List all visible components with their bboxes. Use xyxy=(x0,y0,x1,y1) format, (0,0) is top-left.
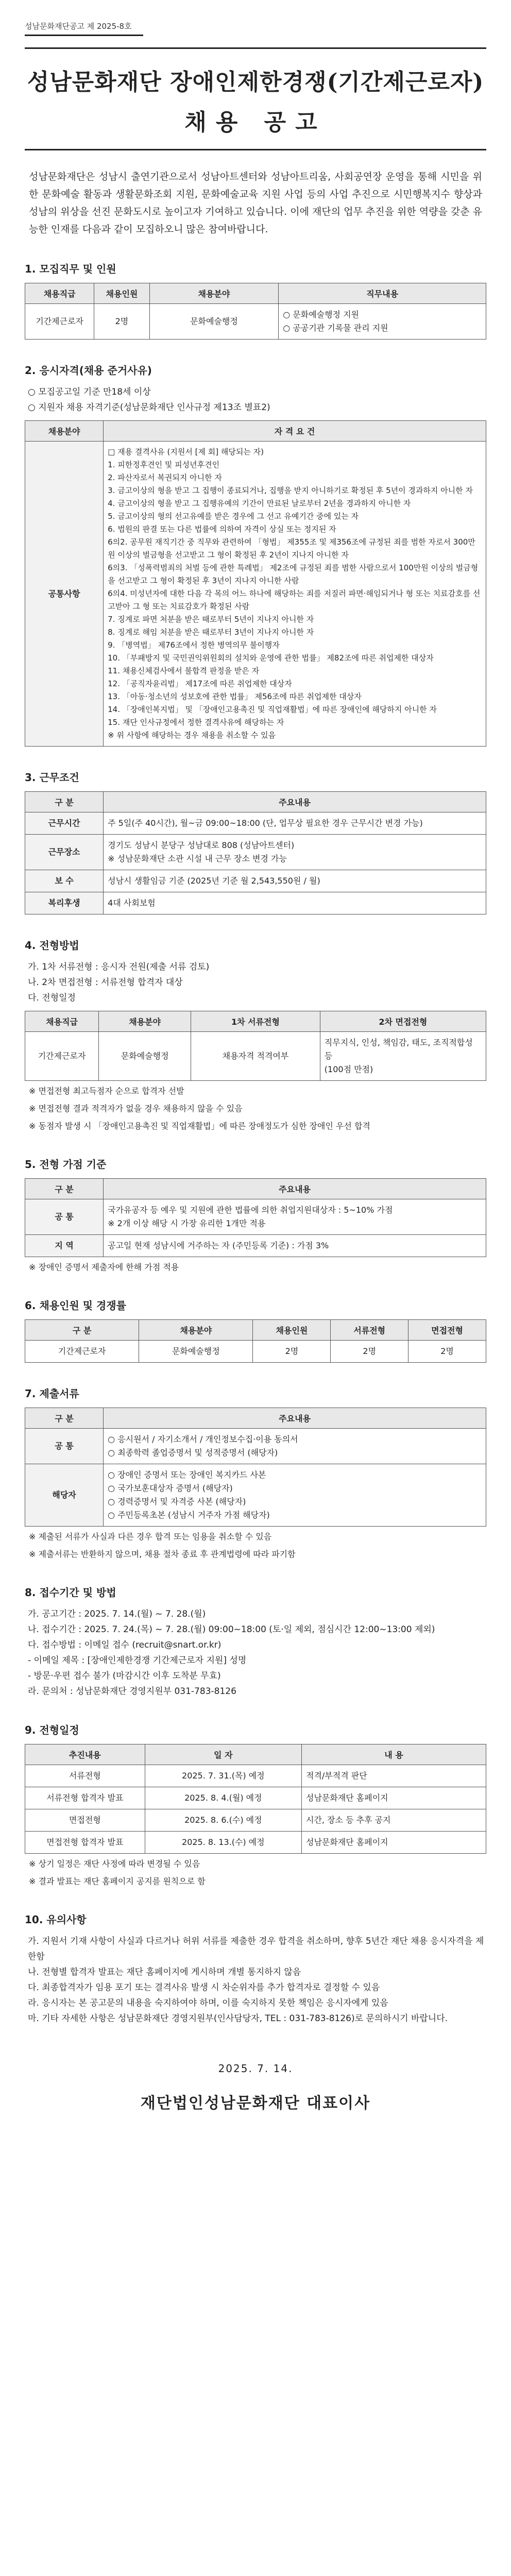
list-item: - 이메일 제목 : [장애인제한경쟁 기간제근로자 지원] 성명 xyxy=(28,1655,247,1666)
table-header: 서류전형 xyxy=(331,1320,408,1341)
table-cell: 2명 xyxy=(253,1341,331,1363)
list-item: 나. 2차 면접전형 : 서류전형 합격자 대상 xyxy=(28,977,183,988)
table-row xyxy=(25,1429,486,1464)
list-item: 나. 접수기간 : 2025. 7. 24.(목) ~ 7. 28.(월) 09:00~18:00 (토·일 제외, 점심시간 12:00~13:00 제외) xyxy=(28,1624,435,1635)
table-cell: 4대 사회보험 xyxy=(104,892,486,914)
table-cell: ○ 장애인 증명서 또는 장애인 복지카드 사본 ○ 국가보훈대상자 증명서 (해당자) ○ 경력증명서 및 자격증 사본 (해당자) ○ 주민등록초본 (성남시 거주자 가점 해당자) xyxy=(104,1464,486,1527)
list-item: 8. 징계로 해임 처분을 받은 때로부터 3년이 지나지 아니한 자 xyxy=(108,628,314,637)
table-row xyxy=(25,1341,486,1363)
table-cell: 2025. 8. 13.(수) 예정 xyxy=(145,1832,301,1854)
table-cell: 2명 xyxy=(94,304,149,340)
documents-table xyxy=(25,1408,486,1527)
table-cell: 근무시간 xyxy=(25,812,104,835)
table-cell: 성남문화재단 홈페이지 xyxy=(301,1832,486,1854)
section-heading: 10. 유의사항 xyxy=(25,1913,87,1926)
list-item: 가. 공고기간 : 2025. 7. 14.(월) ~ 7. 28.(월) xyxy=(28,1609,206,1619)
section-conditions xyxy=(25,769,486,914)
table-header: 추진내용 xyxy=(25,1744,145,1765)
table-header: 구 분 xyxy=(25,1179,104,1199)
table-cell: 근무장소 xyxy=(25,835,104,870)
table-row xyxy=(25,1032,486,1081)
section-heading: 4. 전형방법 xyxy=(25,939,79,952)
table-cell: 적격/부적격 판단 xyxy=(301,1765,486,1787)
note: ※ 면접전형 결과 적격자가 없을 경우 채용하지 않을 수 있음 xyxy=(29,1104,243,1113)
table-cell: 시간, 장소 등 추후 공지 xyxy=(301,1809,486,1832)
table-header: 채용분야 xyxy=(139,1320,253,1341)
list-item: 라. 응시자는 본 공고문의 내용을 숙지하여야 하며, 이를 숙지하지 못한 책임은 응시자에게 있음 xyxy=(28,1998,388,2008)
note: ※ 장애인 증명서 제출자에 한해 가점 적용 xyxy=(29,1262,179,1272)
list-item: ○ 모집공고일 기준 만18세 이상 xyxy=(28,387,151,397)
section-heading: 9. 전형일정 xyxy=(25,1724,79,1736)
table-header: 일 자 xyxy=(145,1744,301,1765)
table-row xyxy=(25,1765,486,1787)
table-cell: 성남문화재단 홈페이지 xyxy=(301,1787,486,1809)
table-header: 주요내용 xyxy=(104,1179,486,1199)
table-header: 주요내용 xyxy=(104,792,486,812)
table-row xyxy=(25,870,486,892)
list-item: 6의3. 「성폭력범죄의 처벌 등에 관한 특례법」 제2조에 규정된 죄를 범한 사람으로서 100만원 이상의 벌금형을 선고받고 그 형이 확정된 후 3년이 지나지 아니한 사람 xyxy=(108,563,479,585)
list-item: ○ 지원자 채용 자격기준(성남문화재단 인사규정 제13조 별표2) xyxy=(28,402,270,413)
list-item: 9. 「병역법」 제76조에서 정한 병역의무 불이행자 xyxy=(108,640,280,650)
section-application xyxy=(25,1584,486,1699)
table-cell: 보 수 xyxy=(25,870,104,892)
section-bonus xyxy=(25,1156,486,1275)
list-item: 6. 법원의 판결 또는 다른 법률에 의하여 자격이 상실 또는 정지된 자 xyxy=(108,524,336,534)
table-row xyxy=(25,892,486,914)
table-header: 내 용 xyxy=(301,1744,486,1765)
table-header: 직무내용 xyxy=(279,283,486,304)
table-cell: 면접전형 xyxy=(25,1809,145,1832)
table-row xyxy=(25,304,486,340)
table-header: 채용직급 xyxy=(25,1011,99,1032)
note: ※ 동점자 발생 시 「장애인고용촉진 및 직업재활법」에 따른 장애정도가 심한 장애인 우선 합격 xyxy=(29,1121,370,1131)
eligibility-table xyxy=(25,420,486,747)
table-header: 2차 면접전형 xyxy=(320,1011,486,1032)
list-item: 다. 최종합격자가 임용 포기 또는 결격사유 발생 시 차순위자를 추가 합격자로 결정할 수 있음 xyxy=(28,1982,380,1993)
table-cell: 문화예술행정 xyxy=(139,1341,253,1363)
intro-paragraph: 성남문화재단은 성남시 출연기관으로서 성남아트센터와 성남아트리움, 사회공연장 운영을 통해 시민을 위한 문화예술 활동과 생활문화조회 지원, 문화예술교육 지원 사업 등의 사업 추진으로 시민행복지수 향상과 성남의 위상을 선진 문화도시로 높이고자 기여하고 있습니다. 이에 재단의 업무 추진을 위한 역량을 갖춘 유능한 인재를 다음과 같이 모집하오니 많은 참여바랍니다. xyxy=(29,171,482,235)
list-item: 14. 「장애인복지법」 및 「장애인고용촉진 및 직업재활법」에 따른 장애인에 해당하지 아니한 자 xyxy=(108,705,437,714)
section-eligibility xyxy=(25,362,486,747)
table-cell: 2명 xyxy=(331,1341,408,1363)
list-item: 3. 금고이상의 형을 받고 그 집행이 종료되거나, 집행을 받지 아니하기로 확정된 후 5년이 경과하지 아니한 자 xyxy=(108,486,473,495)
table-row xyxy=(25,1235,486,1257)
table-cell: 직무지식, 인성, 책임감, 태도, 조직적합성 등 (100점 만점) xyxy=(320,1032,486,1081)
table-cell: 기간제근로자 xyxy=(25,1032,99,1081)
table-cell: 기간제근로자 xyxy=(25,304,94,340)
table-cell: 서류전형 합격자 발표 xyxy=(25,1787,145,1809)
list-item: 2. 파산자로서 복권되지 아니한 자 xyxy=(108,473,222,482)
table-header: 채용직급 xyxy=(25,283,94,304)
table-row xyxy=(25,442,486,747)
table-row xyxy=(25,1464,486,1527)
bonus-table xyxy=(25,1178,486,1257)
table-header: 채용분야 xyxy=(99,1011,191,1032)
section-heading: 6. 채용인원 및 경쟁률 xyxy=(25,1299,126,1312)
table-header: 구 분 xyxy=(25,1320,139,1341)
table-row xyxy=(25,835,486,870)
note: ※ 제출된 서류가 사실과 다른 경우 합격 또는 임용을 취소할 수 있음 xyxy=(29,1532,272,1541)
table-row xyxy=(25,1199,486,1235)
section-recruitment xyxy=(25,261,486,340)
section-selection xyxy=(25,937,486,1133)
eligibility-lines xyxy=(25,384,486,415)
title-box xyxy=(25,47,486,150)
section-heading: 2. 응시자격(채용 준거사유) xyxy=(25,364,152,377)
table-cell: 주 5일(주 40시간), 월~금 09:00~18:00 (단, 업무상 필요한 경우 근무시간 변경 가능) xyxy=(104,812,486,835)
section-cautions xyxy=(25,1911,486,2026)
table-header: 채용분야 xyxy=(25,421,104,442)
table-header: 주요내용 xyxy=(104,1408,486,1429)
selection-table xyxy=(25,1011,486,1081)
table-cell: 면접전형 합격자 발표 xyxy=(25,1832,145,1854)
section-documents xyxy=(25,1385,486,1562)
table-cell: 기간제근로자 xyxy=(25,1341,139,1363)
list-item: ※ 위 사항에 해당하는 경우 채용을 취소할 수 있음 xyxy=(108,731,276,740)
list-item: 15. 재단 인사규정에서 정한 결격사유에 해당하는 자 xyxy=(108,718,284,727)
table-header: 1차 서류전형 xyxy=(191,1011,320,1032)
list-item: □ 재용 결격사유 (지원서 [제 회] 해당되는 자) xyxy=(108,447,264,456)
list-item: 12. 「공직자윤리법」 제17조에 따른 취업제한 대상자 xyxy=(108,679,292,688)
table-header: 자 격 요 건 xyxy=(104,421,486,442)
table-cell: 국가유공자 등 예우 및 지원에 관한 법률에 의한 취업지원대상자 : 5~10% 가점 ※ 2개 이상 해당 시 가장 유리한 1개만 적용 xyxy=(104,1199,486,1235)
issue-date: 2025. 7. 14. xyxy=(218,2062,293,2075)
section-heading: 3. 근무조건 xyxy=(25,771,79,784)
section-heading: 7. 제출서류 xyxy=(25,1387,79,1400)
table-cell: 지 역 xyxy=(25,1235,104,1257)
list-item: 가. 1차 서류전형 : 응시자 전원(제출 서류 검토) xyxy=(28,962,210,972)
selection-lines xyxy=(25,959,486,1006)
notice-number: 성남문화재단공고 제 2025-8호 xyxy=(25,21,143,36)
table-cell: 문화예술행정 xyxy=(99,1032,191,1081)
recruitment-table xyxy=(25,283,486,340)
table-row xyxy=(25,1809,486,1832)
list-item: 다. 전형일정 xyxy=(28,993,76,1003)
table-cell: 성남시 생활임금 기준 (2025년 기준 월 2,543,550원 / 월) xyxy=(104,870,486,892)
table-header: 구 분 xyxy=(25,792,104,812)
list-item: 6의4. 미성년자에 대한 다음 각 목의 어느 하나에 해당하는 죄를 저질러 파면·해임되거나 형 또는 치료감호를 선고받아 그 형 또는 치료감호가 확정된 사람 xyxy=(108,589,481,611)
section-heading: 1. 모집직무 및 인원 xyxy=(25,263,116,275)
section-heading: 8. 접수기간 및 방법 xyxy=(25,1586,116,1599)
note: ※ 상기 일정은 재단 사정에 따라 변경될 수 있음 xyxy=(29,1859,200,1869)
requirements-cell xyxy=(104,442,486,747)
list-item: 1. 피한정후견인 및 피성년후견인 xyxy=(108,460,220,469)
table-cell: 경기도 성남시 분당구 성남대로 808 (성남아트센터) ※ 성남문화재단 소관 시설 내 근무 장소 변경 가능 xyxy=(104,835,486,870)
application-lines xyxy=(25,1606,486,1699)
competition-table xyxy=(25,1319,486,1363)
table-cell: 문화예술행정 xyxy=(149,304,279,340)
list-item: 마. 기타 자세한 사항은 성남문화재단 경영지원부(인사담당자, TEL : 031-783-8126)로 문의하시기 바랍니다. xyxy=(28,2013,448,2024)
table-cell: 공 통 xyxy=(25,1429,104,1464)
list-item: 가. 지원서 기재 사항이 사실과 다르거나 허위 서류를 제출한 경우 합격을 취소하며, 향후 5년간 재단 채용 응시자격을 제한함 xyxy=(28,1936,484,1962)
table-row xyxy=(25,812,486,835)
table-cell: 채용자격 적격여부 xyxy=(191,1032,320,1081)
table-header: 구 분 xyxy=(25,1408,104,1429)
table-row xyxy=(25,1787,486,1809)
page-subtitle: 채용 공고 xyxy=(184,109,327,135)
list-item: 라. 문의처 : 성남문화재단 경영지원부 031-783-8126 xyxy=(28,1686,236,1697)
list-item: 10. 「부패방지 및 국민권익위원회의 설치와 운영에 관한 법률」 제82조에 따른 취업제한 대상자 xyxy=(108,653,434,663)
list-item: 6의2. 공무원 재직기간 중 직무와 관련하여 「형법」 제355조 및 제356조에 규정된 죄를 범한 자로서 300만원 이상의 벌금형을 선고받고 그 형이 확정된 후 2년이 지나지 아니한 자 xyxy=(108,537,475,560)
note: ※ 제출서류는 반환하지 않으며, 채용 절차 종료 후 관계법령에 따라 파기함 xyxy=(29,1549,296,1559)
table-row xyxy=(25,1832,486,1854)
table-cell: 2025. 7. 31.(목) 예정 xyxy=(145,1765,301,1787)
issuer-signature: 재단법인성남문화재단 대표이사 xyxy=(140,2094,371,2112)
table-cell: 2명 xyxy=(408,1341,486,1363)
list-item: 7. 징계로 파면 처분을 받은 때로부터 5년이 지나지 아니한 자 xyxy=(108,615,314,624)
table-header: 채용인원 xyxy=(94,283,149,304)
table-cell: 공 통 xyxy=(25,1199,104,1235)
section-competition xyxy=(25,1297,486,1363)
note: ※ 결과 발표는 재단 홈페이지 공지를 원칙으로 함 xyxy=(29,1876,206,1886)
table-cell: 서류전형 xyxy=(25,1765,145,1787)
table-cell: 공고일 현재 성남시에 거주하는 자 (주민등록 기준) : 가점 3% xyxy=(104,1235,486,1257)
list-item: 다. 접수방법 : 이메일 접수 (recruit@snart.or.kr) xyxy=(28,1640,222,1650)
caution-lines xyxy=(25,1934,486,2026)
table-cell: 복리후생 xyxy=(25,892,104,914)
list-item: 나. 전형별 합격자 발표는 재단 홈페이지에 게시하며 개별 통지하지 않음 xyxy=(28,1967,301,1977)
table-cell: 공통사항 xyxy=(25,442,104,747)
table-cell: 해당자 xyxy=(25,1464,104,1527)
table-header: 채용인원 xyxy=(253,1320,331,1341)
table-header: 면접전형 xyxy=(408,1320,486,1341)
table-cell: ○ 문화예술행정 지원 ○ 공공기관 기록물 관리 지원 xyxy=(279,304,486,340)
table-cell: ○ 응시원서 / 자기소개서 / 개인정보수집·이용 동의서 ○ 최종학력 졸업증명서 및 성적증명서 (해당자) xyxy=(104,1429,486,1464)
list-item: 13. 「아동·청소년의 성보호에 관한 법률」 제56조에 따른 취업제한 대상자 xyxy=(108,692,362,701)
conditions-table xyxy=(25,791,486,914)
section-schedule xyxy=(25,1722,486,1889)
schedule-table xyxy=(25,1744,486,1854)
table-cell: 2025. 8. 4.(월) 예정 xyxy=(145,1787,301,1809)
note: ※ 면접전형 최고득점자 순으로 합격자 선발 xyxy=(29,1086,184,1096)
table-header: 채용분야 xyxy=(149,283,279,304)
page-title: 성남문화재단 장애인제한경쟁(기간제근로자) xyxy=(27,69,484,95)
list-item: 4. 금고이상의 형을 받고 그 집행유예의 기간이 만료된 날로부터 2년을 경과하지 아니한 자 xyxy=(108,499,411,508)
list-item: 11. 채용신체검사에서 불합격 판정을 받은 자 xyxy=(108,666,260,675)
list-item: 5. 금고이상의 형의 선고유예를 받은 경우에 그 선고 유예기간 중에 있는 자 xyxy=(108,512,359,521)
table-cell: 2025. 8. 6.(수) 예정 xyxy=(145,1809,301,1832)
section-heading: 5. 전형 가점 기준 xyxy=(25,1158,107,1171)
list-item: - 방문·우편 접수 불가 (마감시간 이후 도착분 무효) xyxy=(28,1671,221,1681)
